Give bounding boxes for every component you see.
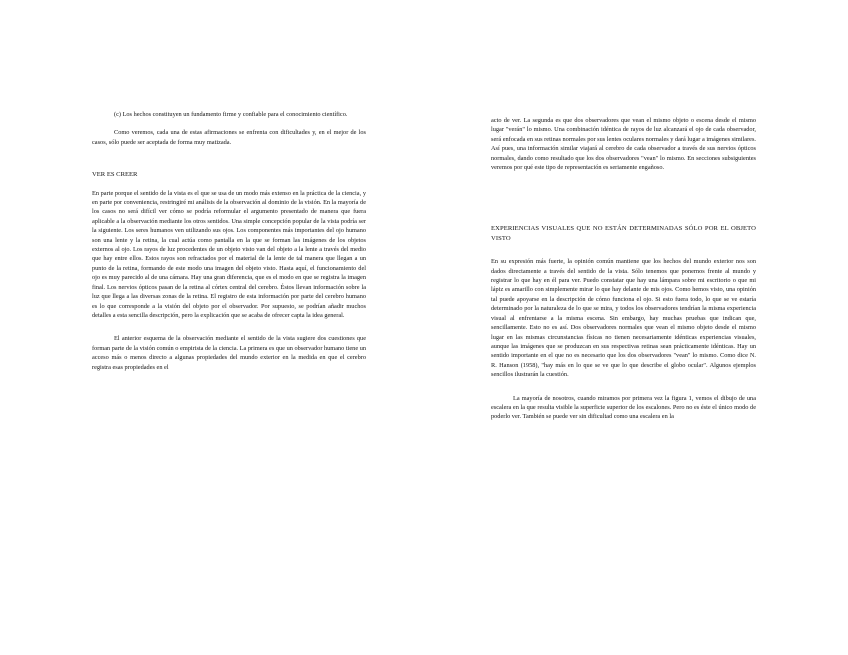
body-paragraph-4: La mayoría de nosotros, cuando miramos por primera vez la figura 1, vemos el dibujo de una escalera en la que resulta visible la superficie superior de los escalones. Pero no es éste el único modo de poderlo ver. También se puede ver sin dificultad como una escalera en la bbox=[491, 394, 756, 421]
body-paragraph-3: En su expresión más fuerte, la opinión común mantiene que los hechos del mundo exterior nos son dados directamente a través del sentido de la vista. Sólo tenemos que ponernos frente al mundo y registrar lo que hay en él para ver. Puedo constatar que hay una lámpara sobre mi escritorio o que mi lápiz es amarillo con simplemente mirar lo que hay delante de mis ojos. Como hemos visto, una opinión tal puede apoyarse en la descripción de cómo funciona el ojo. Si esto fuera todo, lo que se ve estaría determinado por la naturaleza de lo que se mira, y todos los observadores tendrían la misma experiencia visual al enfrentarse a la misma escena. Sin embargo, hay muchas pruebas que indican que, sencillamente. Esto no es así. Dos observadores normales que vean el mismo objeto desde el mismo lugar en las mismas circunstancias físicas no tienen necesariamente idénticas experiencias visuales, aunque las imágenes que se produzcan en sus respectivas retinas sean prácticamente idénticas. Hay un sentido importante en el que no es necesario que los dos observadores "vean" lo mismo. Como dice N. R. Hanson (1958), "hay más en lo que se ve que lo que describe el globo ocular". Algunos ejemplos sencillos ilustrarán la cuestión. bbox=[491, 258, 756, 379]
body-paragraph-2: El anterior esquema de la observación mediante el sentido de la vista sugiere dos cuestiones que forman parte de la visión común o empirista de la ciencia. La primera es que un observador humano tiene un acceso más o menos directo a algunas propiedades del mundo exterior en la medida en que el cerebro registra esas propiedades en el bbox=[92, 335, 366, 371]
section-heading-experiencias: EXPERIENCIAS VISUALES QUE NO ESTÁN DETERMINADAS SÓLO POR EL OBJETO VISTO bbox=[491, 225, 756, 242]
right-page bbox=[424, 0, 848, 655]
intro-paragraph: Como veremos, cada una de estas afirmaciones se enfrenta con dificultades y, en el mejor de los casos, sólo puede ser aceptada de forma muy matizada. bbox=[92, 129, 366, 146]
continued-paragraph: acto de ver. La segunda es que dos observadores que vean el mismo objeto o escena desde el mismo lugar "verán" lo mismo. Una combinación idéntica de rayos de luz alcanzará el ojo de cada observador, será enfocada en sus retinas normales por sus lentes oculares normales y dará lugar a imágenes similares. Así pues, una información similar viajará al cerebro de cada observador a través de sus nervios ópticos normales, dando como resultado que los dos observadores "vean" lo mismo. En secciones subsiguientes veremos por qué este tipo de representación es seriamente engañoso. bbox=[491, 117, 756, 172]
body-paragraph-1: En parte porque el sentido de la vista es el que se usa de un modo más extenso en la práctica de la ciencia, y en parte por conveniencia, restringiré mi análisis de la observación al dominio de la visión. En la mayoría de los casos no será difícil ver cómo se podría reformular el argumento presentado de manera que fuera aplicable a la observación mediante los otros sentidos. Una simple concepción popular de la vista podría ser la siguiente. Los seres humanos ven utilizando sus ojos. Los componentes más importantes del ojo humano son una lente y la retina, la cual actúa como pantalla en la que se forman las imágenes de los objetos externos al ojo. Los rayos de luz procedentes de un objeto visto van del objeto a la lente a través del medio que hay entre ellos. Estos rayos son refractados por el material de la lente de tal manera que llegan a un punto de la retina, formando de este modo una imagen del objeto visto. Hasta aquí, el funcionamiento del ojo es muy parecido al de una cámara. Hay una gran diferencia, que es el modo en que se registra la imagen final. Los nervios ópticos pasan de la retina al córtex central del cerebro. Éstos llevan información sobre la luz que llega a las diversas zonas de la retina. El registro de esta información por parte del cerebro humano es lo que corresponde a la visión del objeto por el observador. Por supuesto, se podrían añadir muchos detalles a esta sencilla descripción, pero la explicación que se acaba de ofrecer capta la idea general. bbox=[92, 189, 366, 319]
item-c: (c) Los hechos constituyen un fundamento firme y confiable para el conocimiento científico. bbox=[114, 111, 348, 118]
section-heading-ver-es-creer: VER ES CREER bbox=[92, 171, 138, 179]
